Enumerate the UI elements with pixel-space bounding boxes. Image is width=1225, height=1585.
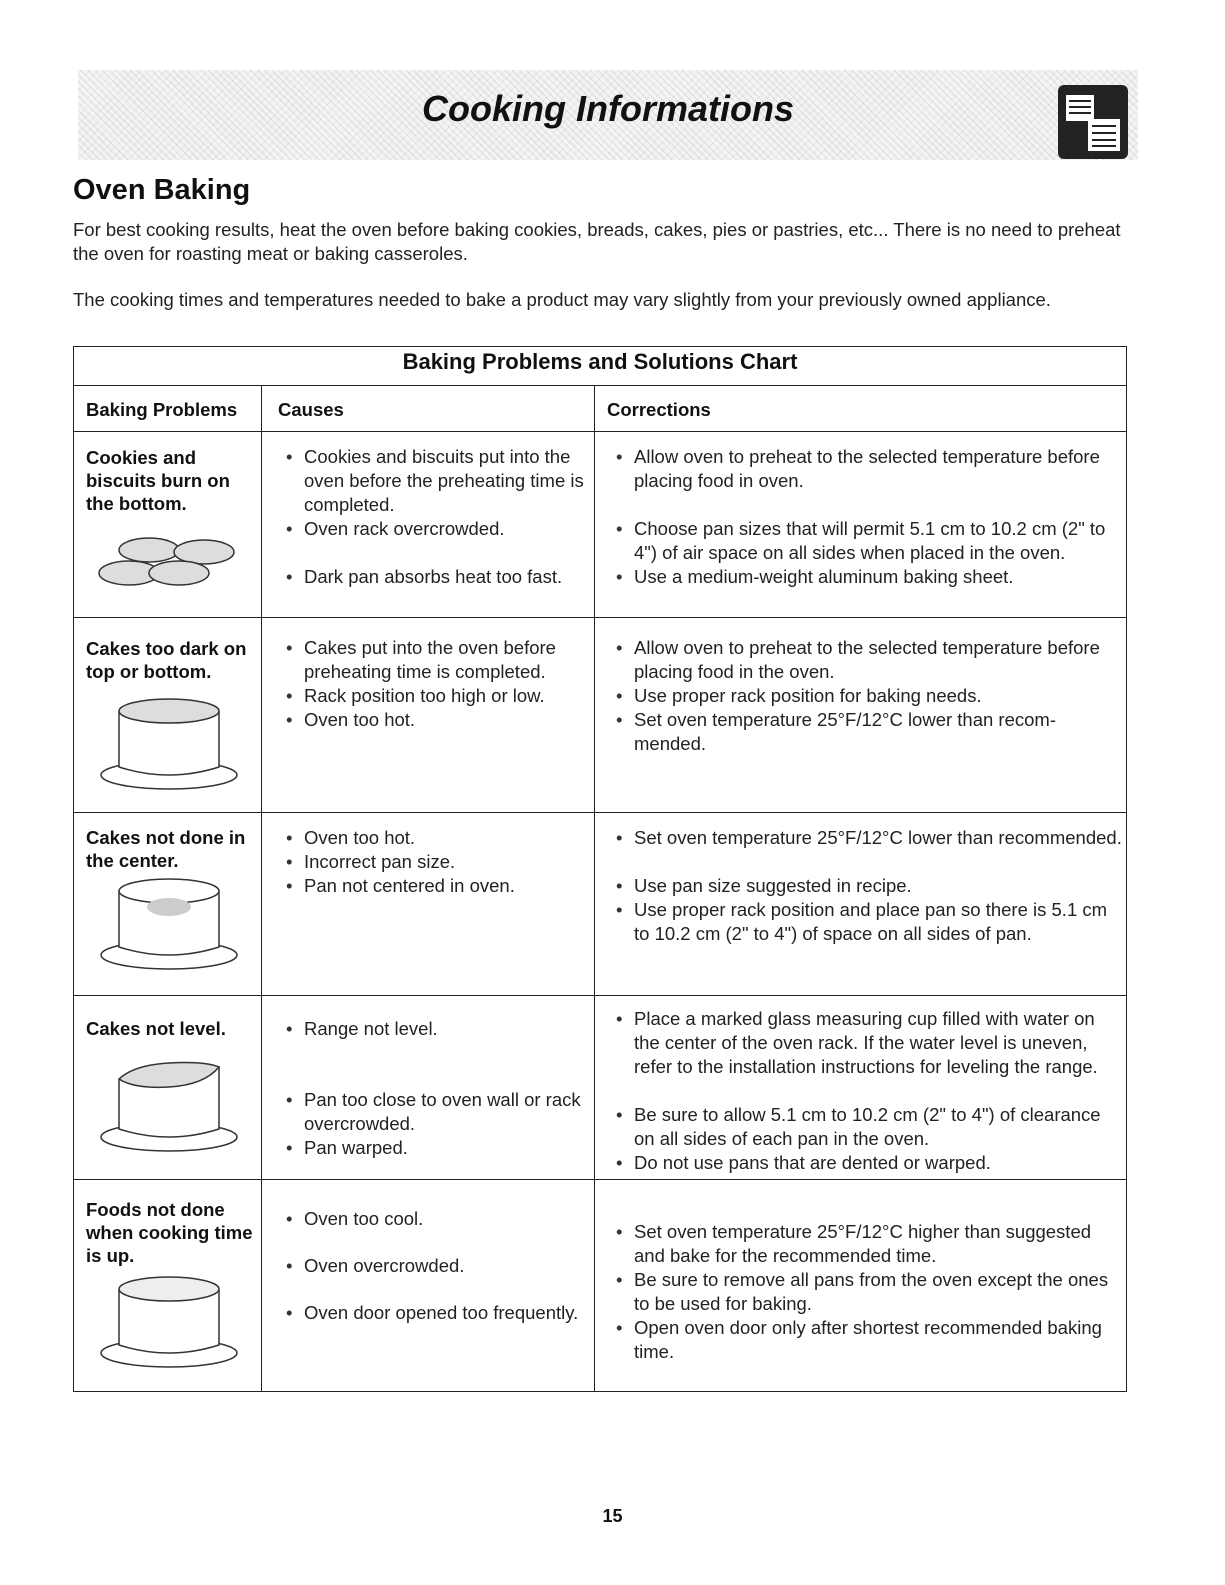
cause-item: • Cakes put into the oven before preheating time is completed. — [304, 636, 594, 684]
cause-item: • Oven too hot. — [304, 708, 594, 732]
intro-paragraph: The cooking times and temperatures needed to bake a product may vary slightly from your previously owned appliance. — [73, 289, 1051, 310]
correction-item: • Allow oven to preheat to the selected temperature before placing food in oven. — [634, 445, 1124, 493]
cause-item: • Oven too cool. — [304, 1207, 594, 1231]
correction-item: • Use proper rack position and place pan so there is 5.1 cm to 10.2 cm (2" to 4") of space on all sides of pan. — [634, 898, 1124, 946]
correction-item: • Be sure to remove all pans from the oven except the ones to be used for baking. — [634, 1268, 1124, 1316]
divider — [74, 385, 1126, 386]
cooking-info-icon — [1058, 85, 1128, 159]
cause-item: • Pan warped. — [304, 1136, 594, 1160]
cause-item: • Oven rack overcrowded. — [304, 517, 594, 541]
cause-item: • Oven door opened too frequently. — [304, 1301, 594, 1325]
intro-paragraph: For best cooking results, heat the oven before baking cookies, breads, cakes, pies or pastries, etc... There is no need to preheat the oven for roasting meat or baking casseroles. — [73, 219, 1121, 264]
problem-label: Cookies and biscuits burn on the bottom. — [86, 447, 230, 514]
problem-label: Foods not done when cooking time is up. — [86, 1199, 253, 1266]
header-corrections: Corrections — [607, 399, 711, 420]
correction-item: • Set oven temperature 25°F/12°C higher than suggested and bake for the recommended time. — [634, 1220, 1124, 1268]
divider — [74, 812, 1126, 813]
problem-label: Cakes not level. — [86, 1018, 226, 1039]
cause-item: • Pan too close to oven wall or rack overcrowded. — [304, 1088, 594, 1136]
cake-illustration — [94, 1275, 244, 1370]
cause-item: • Rack position too high or low. — [304, 684, 594, 708]
correction-item: • Do not use pans that are dented or warped. — [634, 1151, 1124, 1175]
correction-item: • Use a medium-weight aluminum baking sheet. — [634, 565, 1124, 589]
correction-item: • Place a marked glass measuring cup filled with water on the center of the oven rack. If the water level is uneven, refer to the installation instructions for leveling the range. — [634, 1007, 1124, 1079]
correction-item: • Set oven temperature 25°F/12°C lower than recommended. — [634, 826, 1124, 850]
problem-label: Cakes not done in the center. — [86, 827, 246, 871]
cause-item: • Range not level. — [304, 1017, 594, 1041]
cake-illustration — [94, 1059, 244, 1154]
divider — [74, 431, 1126, 432]
divider — [261, 385, 262, 1391]
cause-item: • Cookies and biscuits put into the oven before the preheating time is completed. — [304, 445, 594, 517]
banner-title: Cooking Informations — [422, 88, 794, 129]
divider — [74, 995, 1126, 996]
cause-item: • Oven overcrowded. — [304, 1254, 594, 1278]
header-banner — [78, 70, 1138, 160]
correction-item: • Open oven door only after shortest recommended baking time. — [634, 1316, 1124, 1364]
divider — [74, 617, 1126, 618]
chart-title: Baking Problems and Solutions Chart — [402, 349, 798, 374]
correction-item: • Allow oven to preheat to the selected temperature before placing food in the oven. — [634, 636, 1124, 684]
header-baking-problems: Baking Problems — [86, 399, 238, 420]
header-causes: Causes — [278, 399, 344, 420]
cookies-illustration — [94, 525, 244, 595]
correction-item: • Choose pan sizes that will permit 5.1 cm to 10.2 cm (2" to 4") of air space on all sides when placed in the oven. — [634, 517, 1124, 565]
page-number: 15 — [602, 1506, 623, 1526]
section-title: Oven Baking — [73, 174, 251, 206]
baking-chart — [73, 346, 1127, 1392]
cake-illustration — [94, 877, 244, 972]
cause-item: • Oven too hot. — [304, 826, 594, 850]
cause-item: • Dark pan absorbs heat too fast. — [304, 565, 594, 589]
cause-item: • Incorrect pan size. — [304, 850, 594, 874]
correction-item: • Set oven temperature 25°F/12°C lower than recom-mended. — [634, 708, 1124, 756]
correction-item: • Use proper rack position for baking needs. — [634, 684, 1124, 708]
correction-item: • Use pan size suggested in recipe. — [634, 874, 1124, 898]
correction-item: • Be sure to allow 5.1 cm to 10.2 cm (2" to 4") of clearance on all sides of each pan in the oven. — [634, 1103, 1124, 1151]
cause-item: • Pan not centered in oven. — [304, 874, 594, 898]
cake-illustration — [94, 697, 244, 792]
divider — [594, 385, 595, 1391]
divider — [74, 1179, 1126, 1180]
problem-label: Cakes too dark on top or bottom. — [86, 638, 247, 682]
